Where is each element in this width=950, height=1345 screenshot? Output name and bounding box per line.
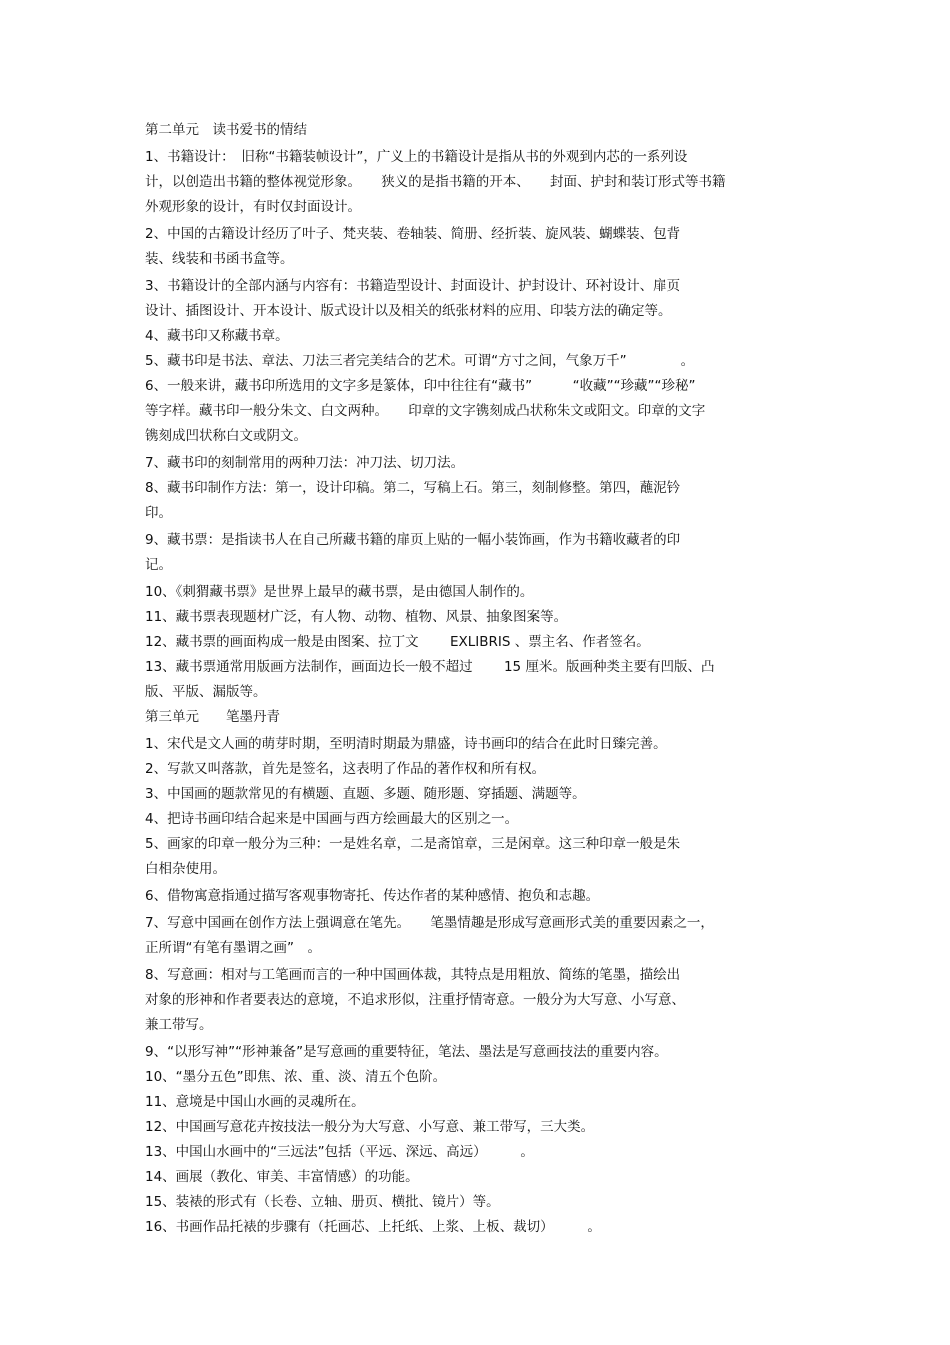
text-line: 7、藏书印的刻制常用的两种刀法：冲刀法、切刀法。: [145, 455, 465, 471]
text-line: 兼工带写。: [145, 1017, 213, 1033]
section-heading-unit-3: 第三单元 笔墨丹青: [145, 709, 280, 725]
text-line: 6、借物寓意指通过描写客观事物寄托、传达作者的某种感情、抱负和志趣。: [145, 888, 600, 904]
text-line: 13、藏书票通常用版画方法制作，画面边长一般不超过 15 厘米。版画种类主要有凹版、凸: [145, 659, 715, 675]
text-line: 外观形象的设计，有时仅封面设计。: [145, 199, 361, 215]
text-line: 13、中国山水画中的“三远法”包括（平远、深远、高远） 。: [145, 1144, 534, 1160]
text-line: 记。: [145, 557, 172, 573]
text-line: 2、写款又叫落款，首先是签名，这表明了作品的著作权和所有权。: [145, 761, 546, 777]
text-line: 5、藏书印是书法、章法、刀法三者完美结合的艺术。可谓“方寸之间，气象万千” 。: [145, 353, 695, 369]
text-line: 6、一般来讲，藏书印所选用的文字多是篆体，印中往往有“藏书” “收藏”“珍藏”“珍秘”: [145, 378, 696, 394]
text-line: 镌刻成凹状称白文或阴文。: [145, 428, 307, 444]
text-line: 12、藏书票的画面构成一般是由图案、拉丁文 EXLIBRIS 、票主名、作者签名。: [145, 634, 650, 650]
text-line: 等字样。藏书印一般分朱文、白文两种。 印章的文字镌刻成凸状称朱文或阳文。印章的文字: [145, 403, 706, 419]
text-line: 11、意境是中国山水画的灵魂所在。: [145, 1094, 365, 1110]
text-line: 4、把诗书画印结合起来是中国画与西方绘画最大的区别之一。: [145, 811, 519, 827]
text-line: 5、画家的印章一般分为三种：一是姓名章，二是斋馆章，三是闲章。这三种印章一般是朱: [145, 836, 681, 852]
text-line: 10、《刺猬藏书票》是世界上最早的藏书票，是由德国人制作的。: [145, 584, 534, 600]
text-line: 1、书籍设计： 旧称“书籍装帧设计”，广义上的书籍设计是指从书的外观到内芯的一系列设: [145, 149, 688, 165]
text-line: 装、线装和书函书盒等。: [145, 251, 294, 267]
text-line: 16、书画作品托裱的步骤有（托画芯、上托纸、上浆、上板、裁切） 。: [145, 1219, 601, 1235]
text-line: 3、中国画的题款常见的有横题、直题、多题、随形题、穿插题、满题等。: [145, 786, 586, 802]
section-heading-unit-2: 第二单元 读书爱书的情结: [145, 122, 307, 138]
text-line: 11、藏书票表现题材广泛，有人物、动物、植物、风景、抽象图案等。: [145, 609, 568, 625]
text-line: 版、平版、漏版等。: [145, 684, 267, 700]
text-line: 4、藏书印又称藏书章。: [145, 328, 289, 344]
document-body: [145, 118, 825, 1240]
text-line: 设计、插图设计、开本设计、版式设计以及相关的纸张材料的应用、印装方法的确定等。: [145, 303, 672, 319]
text-line: 白相杂使用。: [145, 861, 226, 877]
text-line: 8、写意画：相对与工笔画而言的一种中国画体裁，其特点是用粗放、简练的笔墨，描绘出: [145, 967, 681, 983]
text-line: 14、画展（教化、审美、丰富情感）的功能。: [145, 1169, 419, 1185]
text-line: 3、书籍设计的全部内涵与内容有：书籍造型设计、封面设计、护封设计、环衬设计、扉页: [145, 278, 681, 294]
text-line: 2、中国的古籍设计经历了叶子、梵夹装、卷轴装、简册、经折装、旋风装、蝴蝶装、包背: [145, 226, 681, 242]
text-line: 15、装裱的形式有（长卷、立轴、册页、横批、镜片）等。: [145, 1194, 500, 1210]
text-line: 7、写意中国画在创作方法上强调意在笔先。 笔墨情趣是形成写意画形式美的重要因素之一，: [145, 915, 714, 931]
text-line: 8、藏书印制作方法：第一，设计印稿。第二，写稿上石。第三，刻制修整。第四，蘸泥钤: [145, 480, 681, 496]
text-line: 印。: [145, 505, 172, 521]
text-line: 12、中国画写意花卉按技法一般分为大写意、小写意、兼工带写，三大类。: [145, 1119, 595, 1135]
text-line: 9、藏书票：是指读书人在自己所藏书籍的扉页上贴的一幅小装饰画，作为书籍收藏者的印: [145, 532, 681, 548]
text-line: 9、“以形写神”“形神兼备”是写意画的重要特征，笔法、墨法是写意画技法的重要内容。: [145, 1044, 668, 1060]
text-line: 对象的形神和作者要表达的意境，不追求形似，注重抒情寄意。一般分为大写意、小写意、: [145, 992, 685, 1008]
text-line: 1、宋代是文人画的萌芽时期，至明清时期最为鼎盛，诗书画印的结合在此时日臻完善。: [145, 736, 667, 752]
text-line: 正所谓“有笔有墨谓之画” 。: [145, 940, 321, 956]
text-line: 10、“墨分五色”即焦、浓、重、淡、清五个色阶。: [145, 1069, 447, 1085]
text-line: 计，以创造出书籍的整体视觉形象。 狭义的是指书籍的开本、 封面、护封和装订形式等书籍: [145, 174, 726, 190]
